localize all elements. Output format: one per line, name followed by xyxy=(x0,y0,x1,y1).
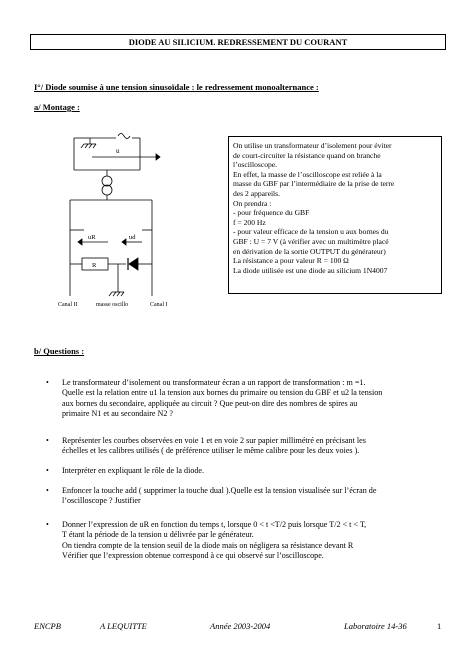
info-line: La résistance a pour valeur R = 100 Ω xyxy=(233,256,349,266)
question-line: Quelle est la relation entre u1 la tension aux bornes du primaire ou tension du GBF et u2 la tension xyxy=(62,388,383,398)
label-canal-1: Canal I xyxy=(150,302,168,308)
transformer-secondary-coil xyxy=(102,185,112,195)
question-line: aux bornes du secondaire, appliquée au circuit ? Que peut-on dire des nombres de spires au xyxy=(62,398,358,408)
footer-page-number: 1 xyxy=(437,621,442,631)
footer-year: Année 2003-2004 xyxy=(210,621,271,631)
transformer-primary-coil xyxy=(102,176,112,186)
question-line: Représenter les courbes observées en voie 1 et en voie 2 sur papier millimétré en précisant les xyxy=(62,436,366,445)
info-line: masse du GBF par l’intermédiaire de la prise de terre xyxy=(233,179,395,189)
info-box xyxy=(228,136,442,294)
label-masse-oscillo: masse oscillo xyxy=(96,302,129,308)
footer-lab: Laboratoire 14-36 xyxy=(344,621,407,631)
label-u: u xyxy=(116,147,120,155)
info-line: en dérivation de la sortie OUTPUT du générateur) xyxy=(233,246,386,256)
info-line: On prendra : xyxy=(233,198,272,208)
info-line: l’oscilloscope. xyxy=(233,160,278,170)
question-line: Vérifier que l’expression obtenue correspond à ce qui observé sur l’oscilloscope. xyxy=(62,551,324,561)
label-canal-2: Canal II xyxy=(58,302,78,308)
info-line: f = 200 Hz xyxy=(233,217,266,227)
question-item xyxy=(46,520,446,562)
question-line: On tiendra compte de la tension seuil de la diode mais on négligera sa résistance devant R xyxy=(62,540,354,550)
question-line: Interpréter en expliquant le rôle de la diode. xyxy=(62,466,205,475)
info-line: - pour fréquence du GBF xyxy=(233,208,310,218)
question-line: Le transformateur d’isolement ou transformateur écran a un rapport de transformation : m =1. xyxy=(62,378,366,387)
question-line: l’oscilloscope ? Justifier xyxy=(62,496,141,506)
info-line: On utilise un transformateur d’isolement pour éviter xyxy=(233,141,392,150)
diode-symbol xyxy=(129,258,138,270)
question-item xyxy=(46,486,446,507)
question-item xyxy=(46,378,446,420)
info-line: - pour valeur efficace de la tension u aux bornes du xyxy=(233,227,389,237)
info-line: GBF : U = 7 V (à vérifier avec un multimètre placé xyxy=(233,236,389,246)
footer-author: A LEQUITTE xyxy=(100,621,147,631)
label-ud: ud xyxy=(129,234,136,241)
bullet-icon: • xyxy=(46,378,49,387)
info-line: En effet, la masse de l’oscilloscope est reliée à la xyxy=(233,169,382,179)
label-ur: uR xyxy=(88,234,96,241)
bullet-icon: • xyxy=(46,486,49,495)
question-line: Donner l’expression de uR en fonction du temps t, lorsque 0 < t <T/2 puis lorsque T/2 < t < T, xyxy=(62,520,367,529)
question-line: Enfoncer la touche add ( supprimer la touche dual ).Quelle est la tension visualisée sur l’écran de xyxy=(62,486,377,495)
question-item xyxy=(46,436,446,457)
question-line: échelles et les calibres utilisés ( de préférence utiliser le même calibre pour les deux voies ). xyxy=(62,446,360,456)
info-line: La diode utilisée est une diode au silicium 1N4007 xyxy=(233,265,388,275)
question-line: primaire N1 et au secondaire N2 ? xyxy=(62,409,174,419)
footer-school: ENCPB xyxy=(34,621,61,631)
bullet-icon: • xyxy=(46,520,49,529)
question-item xyxy=(46,466,446,476)
bullet-icon: • xyxy=(46,436,49,445)
section-title: I°/ Diode soumise à une tension sinusoïdale : le redressement monoalternance : xyxy=(34,82,319,92)
circuit-diagram xyxy=(52,124,212,314)
label-r: R xyxy=(92,262,97,269)
subsection-montage: a/ Montage : xyxy=(34,102,80,112)
subsection-questions: b/ Questions : xyxy=(34,346,85,356)
sine-source-symbol xyxy=(118,134,130,139)
bullet-icon: • xyxy=(46,466,49,475)
info-line: de court-circuiter la résistance quand on branche xyxy=(233,150,381,160)
info-line: des 2 appareils. xyxy=(233,188,281,198)
question-line: T étant la période de la tension u délivrée par le générateur. xyxy=(62,530,254,540)
page-title: DIODE AU SILICIUM. REDRESSEMENT DU COURANT xyxy=(30,34,446,50)
